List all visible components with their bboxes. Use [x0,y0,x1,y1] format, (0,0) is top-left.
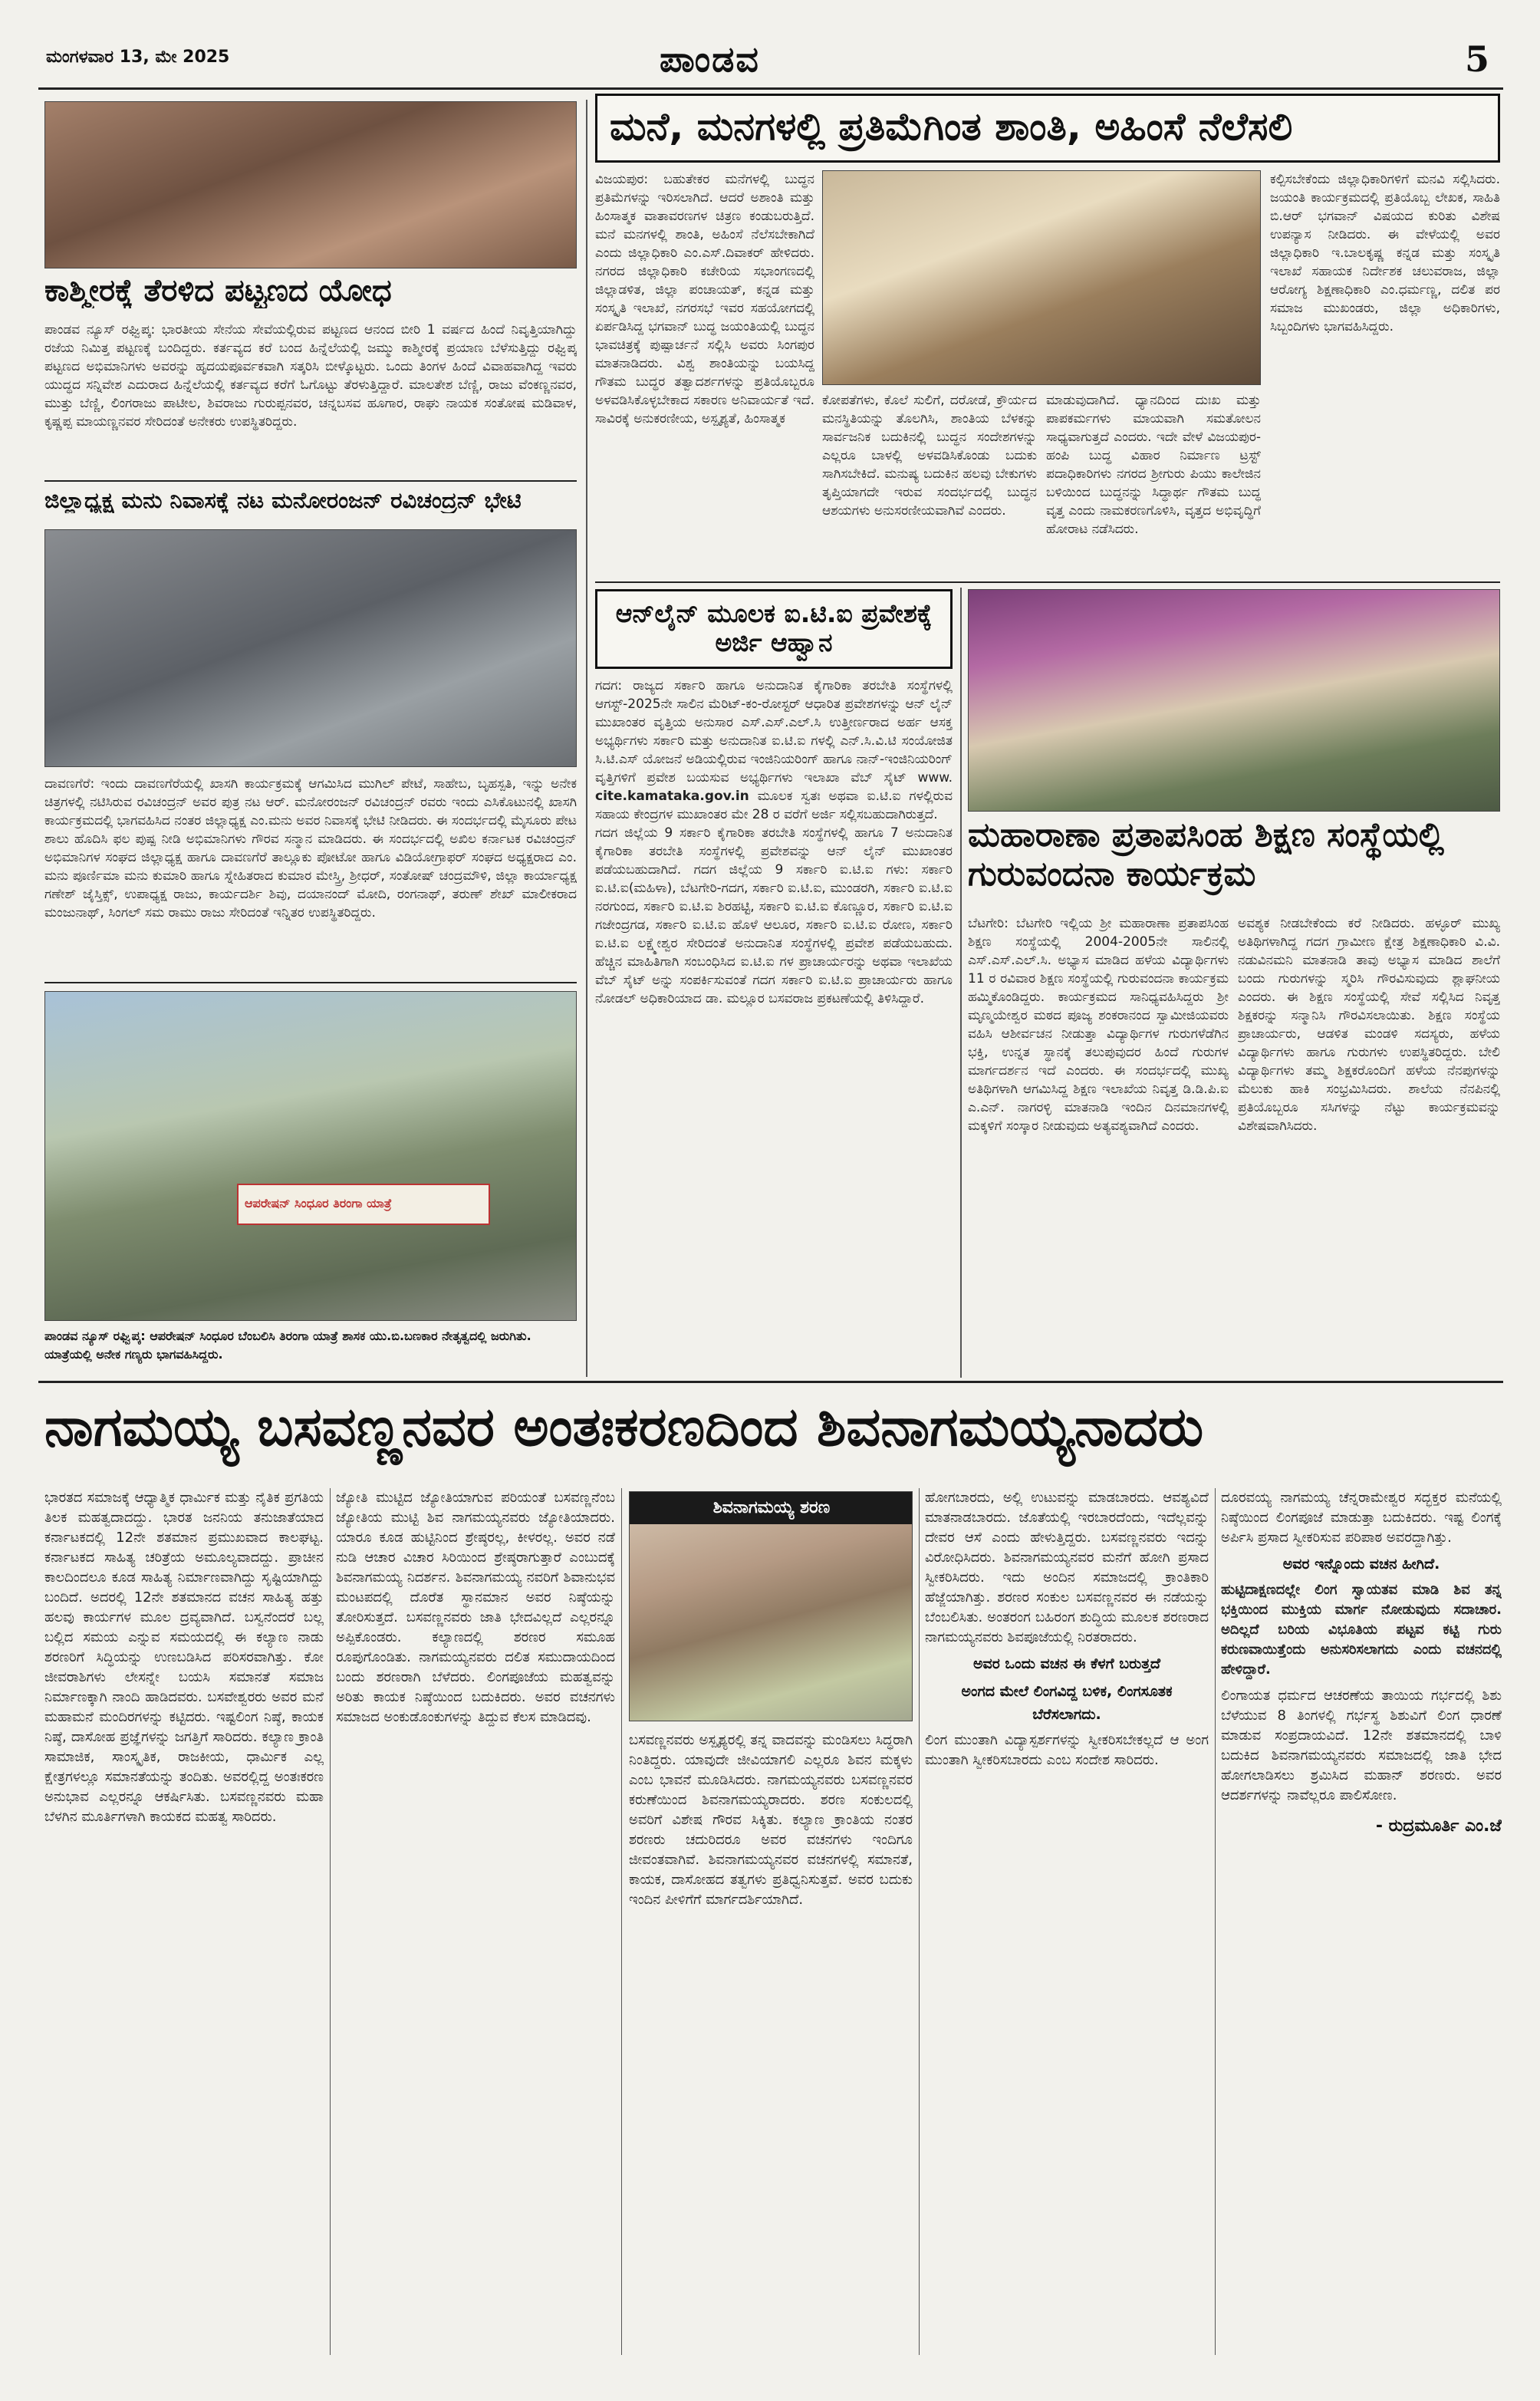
iti-headline: ಆನ್‌ಲೈನ್ ಮೂಲಕ ಐ.ಟಿ.ಐ ಪ್ರವೇಶಕ್ಕೆ ಅರ್ಜಿ ಆಹ್ವಾನ [595,589,953,669]
maharana-col2: ಅವಶ್ಯಕ ನೀಡಬೇಕೆಂದು ಕರೆ ನೀಡಿದರು. ಹಳ್ಳೂರ್ ಮುಖ್ಯ ಅತಿಥಿಗಳಾಗಿದ್ದ ಗದಗ ಗ್ರಾಮೀಣ ಕ್ಷೇತ್ರ ಶಿಕ್ಷಣಾಧಿಕಾರಿ ವಿ.ವಿ. ನಡುವಿನಮನಿ ಮಾತನಾಡಿ ತಾವು ಅಭ್ಯಾಸ ಮಾಡಿದ ಶಾಲೆಗೆ ಬಂದು ಗುರುಗಳನ್ನು ಸ್ಮರಿಸಿ ಗೌರವಿಸುವುದು ಶ್ಲಾಘನೀಯ ಎಂದರು. ಈ ಶಿಕ್ಷಣ ಸಂಸ್ಥೆಯಲ್ಲಿ ಸೇವೆ ಸಲ್ಲಿಸಿದ ನಿವೃತ್ತ ಶಿಕ್ಷಕರನ್ನು ಸನ್ಮಾನಿಸಿ ಗೌರವಿಸಲಾಯಿತು. ಶಿಕ್ಷಣ ಸಂಸ್ಥೆಯ ಪ್ರಾಚಾರ್ಯರು, ಆಡಳಿತ ಮಂಡಳಿ ಸದಸ್ಯರು, ಹಳೆಯ ವಿದ್ಯಾರ್ಥಿಗಳು ಹಾಗೂ ಗುರುಗಳು ಉಪಸ್ಥಿತರಿದ್ದರು. ಬೇಲಿ ವಿದ್ಯಾರ್ಥಿಗಳು ತಮ್ಮ ಶಿಕ್ಷಕರೊಂದಿಗೆ ಹಳೆಯ ನೆನಪುಗಳನ್ನು ಮೆಲುಕು ಹಾಕಿ ಸಂಭ್ರಮಿಸಿದರು. ಶಾಲೆಯ ನೆನಪಿನಲ್ಲಿ ಪ್ರತಿಯೊಬ್ಬರೂ ಸಸಿಗಳನ್ನು ನೆಟ್ಟು ಕಾರ್ಯಕ್ರಮವನ್ನು ವಿಶೇಷವಾಗಿಸಿದರು. [1238,916,1500,1134]
buddha-col3: ಮಾಡುವುದಾಗಿದೆ. ಧ್ಯಾನದಿಂದ ದುಃಖ ಮತ್ತು ಪಾಪಕರ್ಮಗಳು ಮಾಯವಾಗಿ ಸಮತೋಲನ ಸಾಧ್ಯವಾಗುತ್ತದೆ ಎಂದರು. ಇದೇ ವೇಳೆ ವಿಜಯಪುರ-ಹಂಪಿ ಬುದ್ಧ ವಿಹಾರ ನಿರ್ಮಾಣ ಟ್ರಸ್ಟ್ ಪದಾಧಿಕಾರಿಗಳು ನಗರದ ಶ್ರೀಗುರು ಪಿಯು ಕಾಲೇಜಿನ ಬಳಿಯಿಂದ ಬುದ್ಧನನ್ನು ಸಿದ್ಧಾರ್ಥ ಗೌತಮ ಬುದ್ಧ ವೃತ್ತ ಎಂದು ನಾಮಕರಣಗೊಳಿಸಿ, ವೃತ್ತದ ಅಭಿವೃದ್ಧಿಗೆ ಹೋರಾಟ ನಡೆಸಿದರು. [1046,393,1261,537]
ravichandran-photo [44,529,577,767]
buddha-col2: ಕೋಪತೆಗಳು, ಕೊಲೆ ಸುಲಿಗೆ, ದರೋಡೆ, ಕ್ರೌರ್ಯದ ಮನಸ್ಥಿತಿಯನ್ನು ತೊಲಗಿಸಿ, ಶಾಂತಿಯ ಬೆಳಕನ್ನು ಸಾರ್ವಜನಿಕ ಬದುಕಿನಲ್ಲಿ ಬುದ್ಧನ ಸಂದೇಶಗಳನ್ನು ಎಲ್ಲರೂ ಬಾಳಲ್ಲಿ ಅಳವಡಿಸಿಕೊಂಡು ಬದುಕು ಸಾಗಿಸಬೇಕಿದೆ. ಮನುಷ್ಯ ಬದುಕಿನ ಹಲವು ಬೇಕುಗಳು ತೃಪ್ತಿಯಾಗದೇ ಇರುವ ಸಂದರ್ಭದಲ್ಲಿ ಬುದ್ಧನ ಆಶಯಗಳು ಅನುಸರಣೀಯವಾಗಿವೆ ಎಂದರು. [822,393,1037,519]
vachana-quote: ಅಂಗದ ಮೇಲೆ ಲಿಂಗವಿದ್ದ ಬಳಿಕ, ಲಿಂಗಸೂತಕ ಬೆರೆಸಲಾಗದು. [961,1683,1173,1723]
iti-body-1: ಗದಗ: ರಾಜ್ಯದ ಸರ್ಕಾರಿ ಹಾಗೂ ಅನುದಾನಿತ ಕೈಗಾರಿಕಾ ತರಬೇತಿ ಸಂಸ್ಥೆಗಳಲ್ಲಿ ಆಗಸ್ಟ್-2025ನೇ ಸಾಲಿನ ಮೆರಿಟ್-ಕಂ-ರೋಸ್ಟರ್ ಆಧಾರಿತ ಪ್ರವೇಶಗಳನ್ನು ಆನ್ ಲೈನ್ ಮುಖಾಂತರ ವೃತ್ತಿಯ ಅನುಸಾರ ಎಸ್.ಎಸ್.ಎಲ್.ಸಿ ಉತ್ತೀರ್ಣರಾದ ಅರ್ಹ ಆಸಕ್ತ ಅಭ್ಯರ್ಥಿಗಳು ಸರ್ಕಾರಿ ಮತ್ತು ಅನುದಾನಿತ ಐ.ಟಿ.ಐ ಗಳಲ್ಲಿ ಎನ್.ಸಿ.ವಿ.ಟಿ ಸಂಯೋಜಿತ ಸಿ.ಟಿ.ಎಸ್ ಯೋಜನೆ ಅಡಿಯಲ್ಲಿರುವ ಇಂಜಿನಿಯರಿಂಗ್ ಹಾಗೂ ನಾನ್-ಇಂಜಿನಿಯರಿಂಗ್ ವೃತ್ತಿಗಳಿಗೆ ಪ್ರವೇಶ ಬಯಸುವ ಅಭ್ಯರ್ಥಿಗಳು ಇಲಾಖಾ ವೆಬ್ ಸೈಟ್ www. [595,678,953,786]
nagamayya-col4-text: ಹೋಗಬಾರದು, ಅಲ್ಲಿ ಉಟುವನ್ನು ಮಾಡಬಾರದು. ಆವಶ್ಯವಿದೆ ಮಾತನಾಡಬಾರದು. ಜೊತೆಯಲ್ಲಿ ಇರಬಾರದೆಂದು, ಇದೆಲ್ಲವನ್ನು ದೇವರ ಆಸೆ ಎಂದು ಹೇಳುತ್ತಿದ್ದರು. ಬಸವಣ್ಣನವರು ಇದನ್ನು ವಿರೋಧಿಸಿದರು. ಶಿವನಾಗಮಯ್ಯನವರ ಮನೆಗೆ ಹೋಗಿ ಪ್ರಸಾದ ಸ್ವೀಕರಿಸಿದರು. ಇದು ಅಂದಿನ ಸಮಾಜದಲ್ಲಿ ಕ್ರಾಂತಿಕಾರಿ ಹೆಜ್ಜೆಯಾಗಿತ್ತು. ಶರಣರ ಸಂಕುಲ ಬಸವಣ್ಣನವರ ಈ ನಡೆಯನ್ನು ಬೆಂಬಲಿಸಿತು. ಅಂತರಂಗ ಬಹಿರಂಗ ಶುದ್ಧಿಯ ಮೂಲಕ ಶರಣರಾದ ನಾಗಮಯ್ಯನವರು ಶಿವಪೂಜೆಯಲ್ಲಿ ನಿರತರಾದರು. [925,1490,1209,1645]
column-rule [1215,1488,1216,2355]
nagamayya-col5-text: ದೂರವಯ್ಯ ನಾಗಮಯ್ಯ ಚೆನ್ನರಾಮೇಶ್ವರ ಸದ್ಭಕ್ತರ ಮನೆಯಲ್ಲಿ ನಿಷ್ಠೆಯಿಂದ ಲಿಂಗಪೂಜೆ ಮಾಡುತ್ತಾ ಬದುಕಿದರು. ಇಷ್ಟ ಲಿಂಗಕ್ಕೆ ಅರ್ಪಿಸಿ ಪ್ರಸಾದ ಸ್ವೀಕರಿಸುವ ಪರಿಪಾಠ ಅವರದ್ದಾಗಿತ್ತು. [1221,1490,1502,1546]
masthead-title: ಪಾಂಡವ [660,38,760,80]
kashmir-photo [44,101,577,268]
ravichandran-headline: ಜಿಲ್ಲಾಧ್ಯಕ್ಷ ಮನು ನಿವಾಸಕ್ಕೆ ನಟ ಮನೋರಂಜನ್ ರವಿಚಂದ್ರನ್ ಭೇಟಿ [44,488,522,513]
nagamayya-col4 [925,1488,1209,2355]
rally-banner: ಆಪರೇಷನ್ ಸಿಂಧೂರ ತಿರಂಗಾ ಯಾತ್ರೆ [237,1184,490,1225]
column-rule [919,1488,920,2355]
nagamayya-col5 [1221,1488,1502,2355]
iti-body-3: ಗದಗ ಜಿಲ್ಲೆಯ 9 ಸರ್ಕಾರಿ ಕೈಗಾರಿಕಾ ತರಬೇತಿ ಸಂಸ್ಥೆಗಳಲ್ಲಿ ಹಾಗೂ 7 ಅನುದಾನಿತ ಕೈಗಾರಿಕಾ ತರಬೇತಿ ಸಂಸ್ಥೆಗಳಲ್ಲಿ ಪ್ರವೇಶವನ್ನು ಆನ್ ಲೈನ್ ಮುಖಾಂತರ ಪಡೆಯಬಹುದಾಗಿದೆ. ಗದಗ ಜಿಲ್ಲೆಯ 9 ಸರ್ಕಾರಿ ಐ.ಟಿ.ಐ ಗಳು: ಸರ್ಕಾರಿ ಐ.ಟಿ.ಐ(ಮಹಿಳಾ), ಬೆಟಗೇರಿ-ಗದಗ, ಸರ್ಕಾರಿ ಐ.ಟಿ.ಐ, ಮುಂಡರಗಿ, ಸರ್ಕಾರಿ ಐ.ಟಿ.ಐ ನರಗುಂದ, ಸರ್ಕಾರಿ ಐ.ಟಿ.ಐ ಶಿರಹಟ್ಟಿ, ಸರ್ಕಾರಿ ಐ.ಟಿ.ಐ ಕೊಣ್ಣೂರ, ಸರ್ಕಾರಿ ಐ.ಟಿ.ಐ ಗಜೇಂದ್ರಗಡ, ಸರ್ಕಾರಿ ಐ.ಟಿ.ಐ ಹೊಳೆ ಆಲೂರ, ಸರ್ಕಾರಿ ಐ.ಟಿ.ಐ ರೋಣ, ಸರ್ಕಾರಿ ಐ.ಟಿ.ಐ ಲಕ್ಷ್ಮೇಶ್ವರ ಸೇರಿದಂತೆ ಅನುದಾನಿತ ಸಂಸ್ಥೆಗಳಲ್ಲಿ ಪ್ರವೇಶ ಪಡೆಯಬಹುದು. ಹೆಚ್ಚಿನ ಮಾಹಿತಿಗಾಗಿ ಸಂಬಂಧಿಸಿದ ಐ.ಟಿ.ಐ ಗಳ ಪ್ರಾಚಾರ್ಯರನ್ನು ಅಥವಾ ಇಲಾಖೆಯ ವೆಬ್ ಸೈಟ್ ಅನ್ನು ಸಂಪರ್ಕಿಸುವಂತೆ ಗದಗ ಸರ್ಕಾರಿ ಐ.ಟಿ.ಐ ಪ್ರಾಚಾರ್ಯರು ಹಾಗೂ ನೋಡಲ್ ಅಧಿಕಾರಿಯಾದ ಡಾ. ಮಲ್ಲೂರ ಬಸವರಾಜ ಪ್ರಕಟಣೆಯಲ್ಲಿ ತಿಳಿಸಿದ್ದಾರೆ. [595,825,953,1006]
maharana-photo [968,589,1500,812]
buddha-col1: ವಿಜಯಪುರ: ಬಹುತೇಕರ ಮನೆಗಳಲ್ಲಿ ಬುದ್ಧನ ಪ್ರತಿಮೆಗಳನ್ನು ಇರಿಸಲಾಗಿದೆ. ಆದರೆ ಅಶಾಂತಿ ಮತ್ತು ಹಿಂಸಾತ್ಮಕ ವಾತಾವರಣಗಳ ಚಿತ್ರಣ ಕಂಡುಬರುತ್ತಿದೆ. ಮನೆ ಮನಗಳಲ್ಲಿ ಶಾಂತಿ, ಅಹಿಂಸೆ ನೆಲೆಸಬೇಕಾಗಿದೆ ಎಂದು ಜಿಲ್ಲಾಧಿಕಾರಿ ಎಂ.ಎಸ್.ದಿವಾಕರ್ ಹೇಳಿದರು. ನಗರದ ಜಿಲ್ಲಾಧಿಕಾರಿ ಕಚೇರಿಯ ಸಭಾಂಗಣದಲ್ಲಿ ಜಿಲ್ಲಾಡಳಿತ, ಜಿಲ್ಲಾ ಪಂಚಾಯತ್, ಕನ್ನಡ ಮತ್ತು ಸಂಸ್ಕೃತಿ ಇಲಾಖೆ, ನಗರಸಭೆ ಇವರ ಸಹಯೋಗದಲ್ಲಿ ಏರ್ಪಡಿಸಿದ್ದ ಭಗವಾನ್ ಬುದ್ಧ ಜಯಂತಿಯಲ್ಲಿ ಬುದ್ಧನ ಭಾವಚಿತ್ರಕ್ಕೆ ಪುಷ್ಪಾರ್ಚನೆ ಸಲ್ಲಿಸಿ ಅವರು ಸಿಂಗಪುರ ಮಾತನಾಡಿದರು. ವಿಶ್ವ ಶಾಂತಿಯನ್ನು ಬಯಸಿದ್ದ ಗೌತಮ ಬುದ್ಧರ ತತ್ವಾದರ್ಶಗಳನ್ನು ಪ್ರತಿಯೊಬ್ಬರೂ ಅಳವಡಿಸಿಕೊಳ್ಳಬೇಕಾದ ಸಕಾರಣ ಅನಿವಾರ್ಯತೆ ಇದೆ. ಸಾವಿರಕ್ಕೆ ಅನುಕರಣೀಯ, ಅಸ್ಪೃಶ್ಯತೆ, ಹಿಂಸಾತ್ಮಕ [595,172,814,427]
header-rule [38,87,1503,90]
kashmir-body: ಪಾಂಡವ ನ್ಯೂಸ್ ರಘ್ವಿಪ್ಕ: ಭಾರತೀಯ ಸೇನೆಯ ಸೇವೆಯಲ್ಲಿರುವ ಪಟ್ಟಣದ ಆನಂದ ಬೀರಿ 1 ವರ್ಷದ ಹಿಂದೆ ನಿವೃತ್ತಿಯಾಗಿದ್ದು ರಜೆಯ ನಿಮಿತ್ತ ಪಟ್ಟಣಕ್ಕೆ ಬಂದಿದ್ದರು. ಕರ್ತವ್ಯದ ಕರೆ ಬಂದ ಹಿನ್ನೆಲೆಯಲ್ಲಿ ಜಮ್ಮು ಕಾಶ್ಮೀರಕ್ಕೆ ಪ್ರಯಾಣ ಬೆಳೆಸುತ್ತಿದ್ದು ರಘ್ವಿಪ್ಕ ಪಟ್ಟಣದ ಅಭಿಮಾನಿಗಳು ಅವರನ್ನು ಹೃದಯಪೂರ್ವಕವಾಗಿ ಸತ್ಕರಿಸಿ ಬೀಳ್ಕೊಟ್ಟರು. ಒಂದು ತಿಂಗಳ ಹಿಂದೆ ವಿವಾಹವಾಗಿದ್ದ ಇವರು ಯುದ್ಧದ ಸನ್ನಿವೇಶ ಎದುರಾದ ಹಿನ್ನೆಲೆಯಲ್ಲಿ ಕರ್ತವ್ಯದ ಕರೆಗೆ ಓಗೊಟ್ಟು ತೆರಳುತ್ತಿದ್ದಾರೆ. ಮಾಲತೇಶ ಬೆಣ್ಣಿ, ರಾಜು ವೆಂಕಣ್ಣನವರ, ಮುತ್ತು ಬೆಣ್ಣಿ, ಲಿಂಗರಾಜು ಪಾಟೀಲ, ಶಿವರಾಜು ಗುರುಪ್ಪನವರ, ಚನ್ನಬಸವ ಹೂಗಾರ, ರಾಘು ನಾಯಕ ಸಂತೋಷ ಮಡಿವಾಳ, ಕೃಷ್ಣಪ್ಪ ಮಾಯಣ್ಣನವರ ಸೇರಿದಂತೆ ಅನೇಕರು ಉಪಸ್ಥಿತರಿದ್ದರು. [44,322,577,430]
vachana-intro-2: ಅವರ ಇನ್ನೊಂದು ವಚನ ಹೀಗಿದೆ. [1282,1556,1440,1573]
shivanagamayya-portrait [629,1491,913,1721]
buddha-photo [822,170,1261,385]
iti-body-2: ಮೂಲಕ ಸ್ವತಃ ಅಥವಾ ಐ.ಟಿ.ಐ ಗಳಲ್ಲಿರುವ ಸಹಾಯ ಕೇಂದ್ರಗಳ ಮುಖಾಂತರ ಮೇ 28 ರ ವರೆಗೆ ಅರ್ಜಿ ಸಲ್ಲಿಸಬಹುದಾಗಿರುತ್ತದೆ. [595,789,953,822]
ravichandran-body: ದಾವಣಗೆರೆ: ಇಂದು ದಾವಣಗೆರೆಯಲ್ಲಿ ಖಾಸಗಿ ಕಾರ್ಯಕ್ರಮಕ್ಕೆ ಆಗಮಿಸಿದ ಮುಗಿಲ್ ಪೇಟೆ, ಸಾಹೇಬ, ಬೃಹಸ್ಪತಿ, ಇನ್ನು ಅನೇಕ ಚಿತ್ರಗಳಲ್ಲಿ ನಟಿಸಿರುವ ರವಿಚಂದ್ರನ್ ಅವರ ಪುತ್ರ ನಟ ಆರ್. ಮನೋರಂಜನ್ ರವಿಚಂದ್ರನ್ ರವರು ಇಂದು ಎಸಿಕೊಟುನಲ್ಲಿ ಖಾಸಗಿ ಕಾರ್ಯಕ್ರಮದಲ್ಲಿ ಭಾಗವಹಿಸಿದ ನಂತರ ಜಿಲ್ಲಾಧ್ಯಕ್ಷ ಎಂ.ಮನು ಅವರ ನಿವಾಸಕ್ಕೆ ಭೇಟಿ ನೀಡಿದರು. ಈ ಸಂದರ್ಭದಲ್ಲಿ ಮೈಸೂರು ಪೇಟ ಶಾಲು ಹೊದಿಸಿ ಫಲ ಪುಷ್ಪ ನೀಡಿ ಅಭಿಮಾನಿಗಳು ಗೌರವ ಸನ್ಮಾನ ಮಾಡಿದರು. ಈ ಸಂದರ್ಭದಲ್ಲಿ ಅಖಿಲ ಕರ್ನಾಟಕ ರವಿಚಂದ್ರನ್ ಅಭಿಮಾನಿಗಳ ಸಂಘದ ಜಿಲ್ಲಾಧ್ಯಕ್ಷ ಹಾಗೂ ದಾವಣಗೆರೆ ತಾಲ್ಲೂಕು ಪೋಟೋ ಹಾಗೂ ವಿಡಿಯೋಗ್ರಾಫರ್ ಸಂಘದ ಅಧ್ಯಕ್ಷರಾದ ಎಂ. ಮನು ಪೂರ್ಣಿಮಾ ಮನು ಕುಮಾರಿ ಹಾಗೂ ಸ್ನೇಹಿತರಾದ ಕುಮಾರ ಮೇಸ್ತ್ರಿ, ಶ್ರೀಧರ್, ಸಂತೋಷ್ ಚಂದ್ರಮೌಳಿ, ಜಿಲ್ಲಾ ಕಾರ್ಯಾಧ್ಯಕ್ಷ ಗಣೇಶ್ ಜೈಸ್ತಿಕ್ಸ್, ಉಪಾಧ್ಯಕ್ಷ ರಾಜು, ಕಾರ್ಯದರ್ಶಿ ಶಿವು, ದಯಾನಂದ್ ಮೋದಿ, ರಂಗನಾಥ್, ತರುಣ್ ಶೇಖ್ ಮಾಲೀಕರಾದ ಮಂಜುನಾಥ್, ಸಿಂಗಲ್ ಸಮ ರಾಮು ರಾಜು ಸೇರಿದಂತೆ ಇನ್ನಿತರ ಉಪಸ್ಥಿತರಿದ್ದರು. [44,776,577,921]
divider [44,480,577,482]
iti-body [595,677,953,1367]
page-number: 5 [1465,38,1490,80]
vachana-intro: ಅವರ ಒಂದು ವಚನ ಈ ಕೆಳಗೆ ಬರುತ್ತದೆ [973,1655,1160,1672]
nagamayya-col1: ಭಾರತದ ಸಮಾಜಕ್ಕೆ ಆಧ್ಯಾತ್ಮಿಕ ಧಾರ್ಮಿಕ ಮತ್ತು ನೈತಿಕ ಪ್ರಗತಿಯ ತಿಲಕ ಮಹತ್ವದಾದದ್ದು. ಭಾರತ ಜನನಿಯ ತನುಜಾತೆಯಾದ ಕರ್ನಾಟಕದಲ್ಲಿ 12ನೇ ಶತಮಾನ ಪ್ರಮುಖವಾದ ಕಾಲಘಟ್ಟ. ಕರ್ನಾಟಕದ ಸಾಹಿತ್ಯ ಚರಿತ್ರೆಯ ಅಮೂಲ್ಯವಾದದ್ದು. ಪ್ರಾಚೀನ ಕಾಲದಿಂದಲೂ ಕೂಡ ಸಾಹಿತ್ಯ ನಿರ್ಮಾಣವಾಗಿದ್ದು ಸೃಷ್ಟಿಯಾಗಿದ್ದು ಬಂದಿದೆ. ಅದರಲ್ಲಿ 12ನೇ ಶತಮಾನದ ವಚನ ಸಾಹಿತ್ಯ ಹತ್ತು ಹಲವು ಕಾರ್ಯಗಳ ಮೂಲ ದ್ರವ್ಯವಾಗಿದೆ. ಬಸ್ವನೆಂದರೆ ಬಲ್ಲ ಬಲ್ಲಿದ ಸಮಯ ಎನ್ನುವ ಸಮಯದಲ್ಲಿ ಈ ಕಲ್ಯಾಣ ನಾಡು ಶರಣರಿಗೆ ಸಿದ್ಧಿಯನ್ನು ಉಣಬಡಿಸಿದ ಪರಿಸರವಾಗಿತ್ತು. ಕೋ ಜೀವರಾಶಿಗಳು ಲೇಸನ್ನೇ ಬಯಸಿ ಸಮಾನತೆ ಸಮಾಜ ನಿರ್ಮಾಣಕ್ಕಾಗಿ ನಾಂದಿ ಹಾಡಿದವರು. ಬಸವೇಶ್ವರರು ಅವರ ಮನೆ ಮಹಾಮನೆ ಮಂದಿರಗಳನ್ನು ಕಟ್ಟಿದರು. ಇಷ್ಟಲಿಂಗ ನಿಷ್ಠೆ, ಕಾಯಕ ನಿಷ್ಠೆ, ದಾಸೋಹ ಪ್ರಜ್ಞೆಗಳನ್ನು ಜಗತ್ತಿಗೆ ಸಾರಿದರು. ಕಲ್ಯಾಣ ಕ್ರಾಂತಿ ಸಾಮಾಜಿಕ, ಸಾಂಸ್ಕೃತಿಕ, ರಾಜಕೀಯ, ಧಾರ್ಮಿಕ ಎಲ್ಲ ಕ್ಷೇತ್ರಗಳಲ್ಲೂ ಸಮಾನತೆಯನ್ನು ತಂದಿತು. ಅವರಲ್ಲಿದ್ದ ಅಂತಃಕರಣ ಅನುಭಾವ ಎಲ್ಲರನ್ನೂ ಆಕರ್ಷಿಸಿತು. ಬಸವಣ್ಣನವರು ಮಹಾ ಬೆಳಗಿನ ಮೂರ್ತಿಗಳಾಗಿ ಕಾಯಕದ ಮಹತ್ವ ಸಾರಿದರು. [44,1490,324,1825]
divider [595,581,1500,583]
maharana-col1: ಬೆಟಗೇರಿ: ಬೆಟಗೇರಿ ಇಲ್ಲಿಯ ಶ್ರೀ ಮಹಾರಾಣಾ ಪ್ರತಾಪಸಿಂಹ ಶಿಕ್ಷಣ ಸಂಸ್ಥೆಯಲ್ಲಿ 2004-2005ನೇ ಸಾಲಿನಲ್ಲಿ ಎಸ್.ಎಸ್.ಎಲ್.ಸಿ. ಅಭ್ಯಾಸ ಮಾಡಿದ ಹಳೆಯ ವಿದ್ಯಾರ್ಥಿಗಳು 11 ರ ರವಿವಾರ ಶಿಕ್ಷಣ ಸಂಸ್ಥೆಯಲ್ಲಿ ಗುರುವಂದನಾ ಕಾರ್ಯಕ್ರಮ ಹಮ್ಮಿಕೊಂಡಿದ್ದರು. ಕಾರ್ಯಕ್ರಮದ ಸಾನಿಧ್ಯವಹಿಸಿದ್ದರು ಶ್ರೀ ಮೃಣ್ಮಯೇಶ್ವರ ಮಠದ ಪೂಜ್ಯ ಶಂಕರಾನಂದ ಸ್ವಾಮೀಜಿಯವರು ವಹಿಸಿ ಆಶೀರ್ವಚನ ನೀಡುತ್ತಾ ವಿದ್ಯಾರ್ಥಿಗಳ ಗುರುಗಳೆಡೆಗಿನ ಭಕ್ತಿ, ಉನ್ನತ ಸ್ಥಾನಕ್ಕೆ ತಲುಪುವುದರ ಹಿಂದೆ ಗುರುಗಳ ಮಾರ್ಗದರ್ಶನ ಇದೆ ಎಂದರು. ಈ ಸಂದರ್ಭದಲ್ಲಿ ಮುಖ್ಯ ಅತಿಥಿಗಳಾಗಿ ಆಗಮಿಸಿದ್ದ ಶಿಕ್ಷಣ ಇಲಾಖೆಯ ನಿವೃತ್ತ ಡಿ.ಡಿ.ಪಿ.ಐ ಎ.ಎನ್. ನಾಗರಳ್ಳಿ ಮಾತನಾಡಿ ಇಂದಿನ ದಿನಮಾನಗಳಲ್ಲಿ ಮಕ್ಕಳಿಗೆ ಸಂಸ್ಕಾರ ನೀಡುವುದು ಅತ್ಯವಶ್ಯವಾಗಿದೆ ಎಂದರು. [968,916,1229,1134]
buddha-col4: ಕಲ್ಪಿಸಬೇಕೆಂದು ಜಿಲ್ಲಾಧಿಕಾರಿಗಳಿಗೆ ಮನವಿ ಸಲ್ಲಿಸಿದರು. ಜಯಂತಿ ಕಾರ್ಯಕ್ರಮದಲ್ಲಿ ಪ್ರತಿಯೊಬ್ಬ ಲೇಖಕ, ಸಾಹಿತಿ ಬಿ.ಆರ್ ಭಗವಾನ್ ವಿಷಯದ ಕುರಿತು ವಿಶೇಷ ಉಪನ್ಯಾಸ ನೀಡಿದರು. ಈ ವೇಳೆಯಲ್ಲಿ ಅವರ ಜಿಲ್ಲಾಧಿಕಾರಿ ಇ.ಬಾಲಕೃಷ್ಣ ಕನ್ನಡ ಮತ್ತು ಸಂಸ್ಕೃತಿ ಇಲಾಖೆ ಸಹಾಯಕ ನಿರ್ದೇಶಕ ಚಲುವರಾಜ, ಜಿಲ್ಲಾ ಆರೋಗ್ಯ ಶಿಕ್ಷಣಾಧಿಕಾರಿ ಎಂ.ಧರ್ಮಣ್ಣ, ದಲಿತ ಪರ ಸಮಾಜ ಮುಖಂಡರು, ಜಿಲ್ಲಾ ಅಧಿಕಾರಿಗಳು, ಸಿಬ್ಬಂದಿಗಳು ಭಾಗವಹಿಸಿದ್ದರು. [1270,172,1500,334]
section-rule [38,1381,1503,1383]
divider [44,982,577,983]
iti-website-link[interactable]: cite.kamataka.gov.in [595,789,749,804]
column-rule [330,1488,331,2355]
nagamayya-col3: ಬಸವಣ್ಣನವರು ಅಸ್ಪೃಶ್ಯರಲ್ಲಿ ತನ್ನ ವಾದವನ್ನು ಮಂಡಿಸಲು ಸಿದ್ಧರಾಗಿ ನಿಂತಿದ್ದರು. ಯಾವುದೇ ಜೀವಿಯಾಗಲಿ ಎಲ್ಲರೂ ಶಿವನ ಮಕ್ಕಳು ಎಂಬ ಭಾವನೆ ಮೂಡಿಸಿದರು. ನಾಗಮಯ್ಯನವರು ಬಸವಣ್ಣನವರ ಕರುಣೆಯಿಂದ ಶಿವನಾಗಮಯ್ಯರಾದರು. ಶರಣ ಸಂಕುಲದಲ್ಲಿ ಅವರಿಗೆ ವಿಶೇಷ ಗೌರವ ಸಿಕ್ಕಿತು. ಕಲ್ಯಾಣ ಕ್ರಾಂತಿಯ ನಂತರ ಶರಣರು ಚದುರಿದರೂ ಅವರ ವಚನಗಳು ಇಂದಿಗೂ ಜೀವಂತವಾಗಿವೆ. ಶಿವನಾಗಮಯ್ಯನವರ ವಚನಗಳಲ್ಲಿ ಸಮಾನತೆ, ಕಾಯಕ, ದಾಸೋಹದ ತತ್ವಗಳು ಪ್ರತಿಧ್ವನಿಸುತ್ತವೆ. ಅವರ ಬದುಕು ಇಂದಿನ ಪೀಳಿಗೆಗೆ ಮಾರ್ಗದರ್ಶಿಯಾಗಿದೆ. [629,1732,913,1908]
column-rule [960,588,962,1378]
buddha-headline: ಮನೆ, ಮನಗಳಲ್ಲಿ ಪ್ರತಿಮೆಗಿಂತ ಶಾಂತಿ, ಅಹಿಂಸೆ ನೆಲೆಸಲಿ [595,94,1500,163]
issue-date: ಮಂಗಳವಾರ 13, ಮೇ 2025 [46,48,230,67]
author-byline: - ರುದ್ರಮೂರ್ತಿ ಎಂ.ಜೆ [1375,1816,1502,1836]
vachana-quote-2: ಹುಟ್ಟಿದಾಕ್ಷಣದಲ್ಲೇ ಲಿಂಗ ಸ್ವಾಯತವ ಮಾಡಿ ಶಿವ ತನ್ನ ಭಕ್ತಿಯಿಂದ ಮುಕ್ತಿಯ ಮಾರ್ಗ ನೋಡುವುದು ಸದಾಚಾರ. ಅದಿಲ್ಲದೆ ಬರಿಯ ವಿಭೂತಿಯ ಪಟ್ಟವ ಕಟ್ಟಿ ಗುರು ಕರುಣವಾಯಿತ್ತೆಂದು ಅನುಸರಿಸಲಾಗದು ಎಂದು ವಚನದಲ್ಲಿ ಹೇಳಿದ್ದಾರೆ. [1221,1582,1502,1678]
portrait-caption: ಶಿವನಾಗಮಯ್ಯ ಶರಣ [630,1492,913,1524]
nagamayya-col4-tail: ಲಿಂಗ ಮುಂತಾಗಿ ವಿದ್ಯಾಸ್ಪರ್ಶಗಳನ್ನು ಸ್ವೀಕರಿಸಬೇಕಲ್ಲದೆ ಆ ಅಂಗ ಮುಂತಾಗಿ ಸ್ವೀಕರಿಸಬಾರದು ಎಂಬ ಸಂದೇಶ ಸಾರಿದರು. [925,1732,1209,1768]
rally-photo [44,991,577,1321]
maharana-headline: ಮಹಾರಾಣಾ ಪ್ರತಾಪಸಿಂಹ ಶಿಕ್ಷಣ ಸಂಸ್ಥೆಯಲ್ಲಿ ಗುರುವಂದನಾ ಕಾರ್ಯಕ್ರಮ [968,816,1444,894]
rally-caption: ಪಾಂಡವ ನ್ಯೂಸ್ ರಘ್ವಿಪ್ಕ: ಆಪರೇಷನ್ ಸಿಂಧೂರ ಬೆಂಬಲಿಸಿ ತಿರಂಗಾ ಯಾತ್ರೆ ಶಾಸಕ ಯು.ಬಿ.ಬಣಕಾರ ನೇತೃತ್ವದಲ್ಲಿ ಜರುಗಿತು. ಯಾತ್ರೆಯಲ್ಲಿ ಅನೇಕ ಗಣ್ಯರು ಭಾಗವಹಿಸಿದ್ದರು. [44,1329,531,1362]
nagamayya-headline: ನಾಗಮಯ್ಯ ಬಸವಣ್ಣನವರ ಅಂತಃಕರಣದಿಂದ ಶಿವನಾಗಮಯ್ಯನಾದರು [44,1396,1204,1458]
column-rule [586,100,587,1377]
column-rule [621,1488,622,2355]
nagamayya-col5-tail: ಲಿಂಗಾಯತ ಧರ್ಮದ ಆಚರಣೆಯ ತಾಯಿಯ ಗರ್ಭದಲ್ಲಿ ಶಿಶು ಬೆಳೆಯುವ 8 ತಿಂಗಳಲ್ಲಿ ಗರ್ಭಸ್ಥ ಶಿಶುವಿಗೆ ಲಿಂಗ ಧಾರಣೆ ಮಾಡುವ ಸಂಪ್ರದಾಯವಿದೆ. 12ನೇ ಶತಮಾನದಲ್ಲಿ ಬಾಳಿ ಬದುಕಿದ ಶಿವನಾಗಮಯ್ಯನವರು ಸಮಾಜದಲ್ಲಿ ಜಾತಿ ಭೇದ ಹೋಗಲಾಡಿಸಲು ಶ್ರಮಿಸಿದ ಮಹಾನ್ ಶರಣರು. ಅವರ ಆದರ್ಶಗಳನ್ನು ನಾವೆಲ್ಲರೂ ಪಾಲಿಸೋಣ. [1221,1688,1502,1803]
nagamayya-col2: ಜ್ಯೋತಿ ಮುಟ್ಟಿದ ಜ್ಯೋತಿಯಾಗುವ ಪರಿಯಂತೆ ಬಸವಣ್ಣನೆಂಬ ಜ್ಯೋತಿಯ ಮುಟ್ಟಿ ಶಿವ ನಾಗಮಯ್ಯನವರು ಜ್ಯೋತಿಯಾದರು. ಯಾರೂ ಕೂಡ ಹುಟ್ಟಿನಿಂದ ಶ್ರೇಷ್ಠರಲ್ಲ, ಕೀಳರಲ್ಲ. ಅವರ ನಡೆ ನುಡಿ ಆಚಾರ ವಿಚಾರ ಸಿರಿಯಿಂದ ಶ್ರೇಷ್ಠರಾಗುತ್ತಾರೆ ಎಂಬುದಕ್ಕೆ ಶಿವನಾಗಮಯ್ಯ ನಿದರ್ಶನ. ಶಿವನಾಗಮಯ್ಯ ನವರಿಗೆ ಶಿವಾನುಭವ ಮಂಟಪದಲ್ಲಿ ದೊರೆತ ಸ್ಥಾನಮಾನ ಅವರ ನಿಷ್ಠೆಯನ್ನು ತೋರಿಸುತ್ತದೆ. ಬಸವಣ್ಣನವರು ಜಾತಿ ಭೇದವಿಲ್ಲದೆ ಎಲ್ಲರನ್ನೂ ಅಪ್ಪಿಕೊಂಡರು. ಕಲ್ಯಾಣದಲ್ಲಿ ಶರಣರ ಸಮೂಹ ರೂಪುಗೊಂಡಿತು. ನಾಗಮಯ್ಯನವರು ದಲಿತ ಸಮುದಾಯದಿಂದ ಬಂದು ಶರಣರಾಗಿ ಬೆಳೆದರು. ಲಿಂಗಪೂಜೆಯ ಮಹತ್ವವನ್ನು ಅರಿತು ಕಾಯಕ ನಿಷ್ಠೆಯಿಂದ ಬದುಕಿದರು. ಅವರ ವಚನಗಳು ಸಮಾಜದ ಅಂಕುಡೊಂಕುಗಳನ್ನು ತಿದ್ದುವ ಕೆಲಸ ಮಾಡಿದವು. [336,1490,615,1725]
kashmir-headline: ಕಾಶ್ಮೀರಕ್ಕೆ ತೆರಳಿದ ಪಟ್ಟಣದ ಯೋಧ [44,273,392,308]
